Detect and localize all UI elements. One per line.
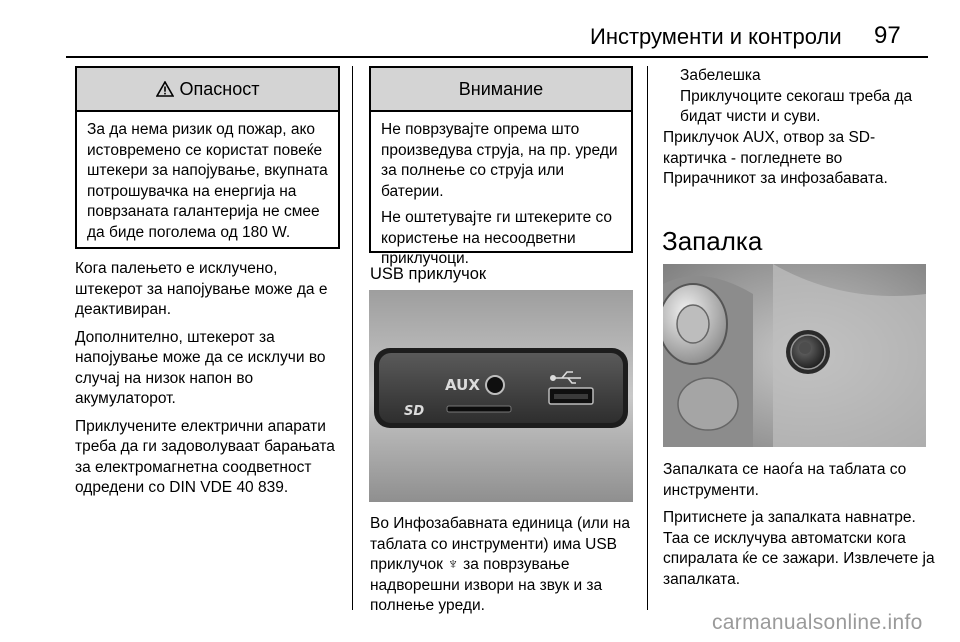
notice-box-title: Внимание [458,78,544,99]
note-text: Приклучоците секогаш треба да бидат чисти и суви. [680,87,913,125]
usb-aux-sd-panel-image [369,290,633,502]
left-column-text [75,259,347,506]
lighter-paragraph-2: Притиснете ја запалката навнатре. Таа се исклучува автоматски кога спиралата ќе се зажари. Извлечете ја запалката. [663,509,935,588]
danger-box-title: Опасност [179,78,260,99]
sd-label: SD [404,404,425,419]
notice-box-header [371,68,631,112]
page-header-title: Инструменти и контроли [590,24,842,49]
left-paragraph-1: Кога палењето е исклучено, штекерот за напојување може да е деактивиран. [75,260,328,318]
danger-box-text: За да нема ризик од пожар, ако истовремено се користат повеќе штекери за напојување, вкупната потрошувачка на енергија на поврзаната галантерија не смее да биде поголема од 180 W. [87,121,328,241]
lighter-text [663,460,935,597]
aux-sd-text: Приклучок AUX, отвор за SD-картичка - погледнете во Прирачникот за инфозабавата. [663,129,888,187]
note-title: Забелешка [680,67,761,84]
usb-section-heading: USB приклучок [370,265,487,283]
warning-triangle-icon [156,81,174,97]
column-divider-left [352,66,353,610]
lighter-paragraph-1: Запалката се наоѓа на таблата со инструменти. [663,461,907,499]
danger-box [75,66,340,249]
notice-box-text-1: Не поврзувајте опрема што произведува струја, на пр. уреди за полнење со струја или батерии. [381,121,618,200]
column-divider-right [647,66,648,610]
notice-box-text-2: Не оштетувајте ги штекерите со користење на несоодветни приклучоци. [381,209,613,267]
notice-box [369,66,633,267]
note-block [680,66,930,128]
left-paragraph-3: Приклучените електрични апарати треба да ги задоволуваат барањата за електромагнетна соодветност одредени со DIN VDE 40 839. [75,417,335,496]
header-rule [66,56,928,58]
page-number: 97 [874,22,901,49]
watermark-text: carmanualsonline.info [712,611,923,634]
left-paragraph-2: Дополнително, штекерот за напојување може да се исклучи во случај на низок напон во акумулаторот. [75,328,326,407]
danger-box-header [77,68,338,112]
lighter-heading: Запалка [662,226,763,256]
aux-label: AUX [445,376,480,394]
cigarette-lighter-image [663,264,926,447]
usb-section-text: Во Инфозабавната единица (или на таблата со инструменти) има USB приклучок ♆ за поврзување надворешни извори на звук и за полнење уреди. [370,515,630,614]
